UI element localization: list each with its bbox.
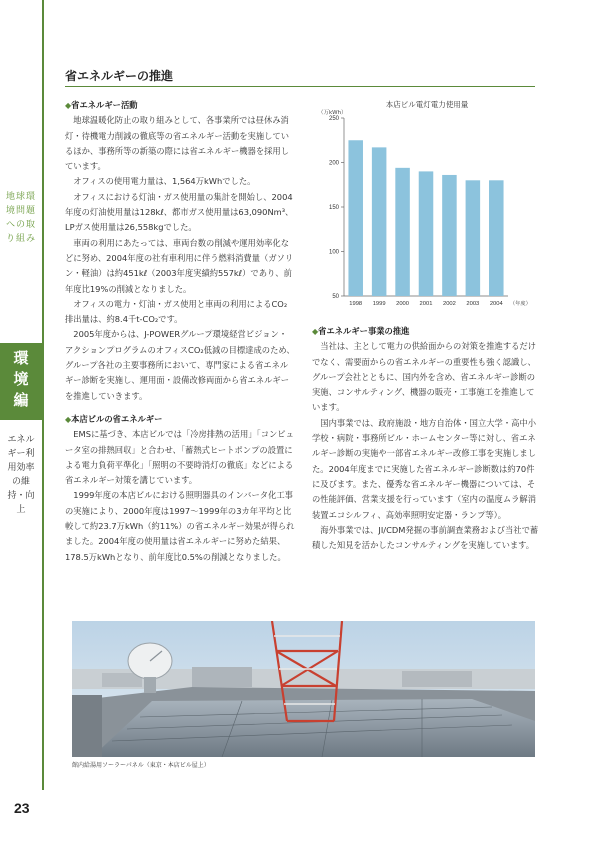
x-tick-label: 1999 [372, 301, 386, 307]
page-number: 23 [14, 800, 30, 816]
bar [442, 175, 457, 296]
title-rule [65, 86, 535, 87]
paragraph: 当社は、主として電力の供給面からの対策を推進するだけでなく、需要面からの省エネルギーの重要性も強く認識し、グループ会社とともに、国内外を含め、省エネルギー診断の実施、コンサルティング、機器の販売・工事施工を推進しています。 [312, 341, 537, 413]
sidebar-divider [42, 0, 44, 790]
paragraph: 国内事業では、政府施設・地方自治体・国立大学・高中小学校・病院・事務所ビル・ホームセンター等に対し、省エネルギー診断の実施や一部省エネルギー改修工事を実施しました。2004年度までに実施した省エネルギー診断数は約70件に及びます。また、優秀な省エネルギー機器については、その性能評価、営業支援を行っています（室内の温度ムラ解消装置エコシルフィ、高効率照明安定器・ランプ等）。 [312, 417, 537, 520]
sidebar-subsection: エネルギー利用効率の維持・向上 [7, 435, 35, 515]
y-tick-label: 150 [328, 205, 339, 211]
right-column [312, 324, 542, 553]
bar [466, 180, 481, 296]
section-heading [312, 324, 542, 339]
paragraph: 海外事業では、JI/CDM発掘の事前調査業務および当社で蓄積した知見を活かしたコンサルティングを実施しています。 [312, 524, 539, 551]
solar-panel-photo [72, 621, 535, 757]
x-tick-label: 2004 [489, 301, 503, 307]
y-tick-label: 50 [332, 294, 339, 300]
bar [395, 168, 410, 296]
x-tick-label: 2002 [442, 301, 456, 307]
bar [419, 171, 434, 296]
x-tick-label: 2000 [396, 301, 410, 307]
sidebar-topic: 地球環境問題への取り組み [6, 192, 37, 244]
y-tick-label: 250 [328, 116, 339, 122]
section-heading [65, 98, 295, 113]
diamond-bullet-icon: ◆ [312, 327, 319, 336]
x-tick-label: 2001 [419, 301, 433, 307]
section-heading [65, 412, 295, 427]
paragraph: 2005年度からは、J-POWERグループ環境経営ビジョン・アクションプログラムのオフィスCO₂低減の目標達成のため、グループ各社の主要事務所において、専門家による省エネルギー診断を実施し、運用面・設備改修両面から省エネルギーを推進していきます。 [65, 329, 295, 401]
paragraph: オフィスにおける灯油・ガス使用量の集計を開始し、2004年度の灯油使用量は128kℓ、都市ガス使用量は63,090Nm³、LPガス使用量は26,558kgでした。 [65, 191, 294, 233]
paragraph: オフィスの電力・灯油・ガス使用と車両の利用によるCO₂排出量は、約8.4千t-CO₂です。 [65, 298, 288, 325]
paragraph: 1999年度の本店ビルにおける照明器具のインバータ化工事の実施により、2000年度は1997〜1999年の3カ年平均と比較して約23.7万kWh（約11%）の省エネルギー効果が得られました。2004年度の使用量は省エネルギーに努めた結果、178.5万kWhとなり、前年度比0.5%の削減となりました。 [65, 490, 295, 562]
x-axis-suffix: （年度） [510, 301, 531, 307]
photo-caption: 館内給湯用ソーラーパネル（東京・本店ビル屋上） [72, 762, 210, 769]
section-heading-text: 本店ビルの省エネルギー [71, 413, 163, 424]
chart-canvas [312, 96, 542, 311]
paragraph: 車両の利用にあたっては、車両台数の削減や運用効率化などに努め、2004年度の社有車利用に伴う燃料消費量（ガソリン・軽油）は約451kℓ（2003年度実績約557kℓ）であり、前年度比19%の削減となりました。 [65, 237, 294, 294]
y-tick-label: 100 [328, 249, 339, 256]
left-column [65, 98, 295, 565]
paragraph: EMSに基づき、本店ビルでは「冷房排熱の活用」「コンピュータ室の排熱回収」と合わせ、「蓄熱式ヒートポンプの設置による電力負荷平準化」「照明の不要時消灯の徹底」などによる省エネルギー対策を講じています。 [65, 429, 294, 486]
diamond-bullet-icon: ◆ [65, 101, 72, 110]
x-tick-label: 1998 [349, 301, 363, 307]
y-tick-label: 200 [328, 160, 339, 167]
chart-title: 本店ビル電灯電力使用量 [385, 100, 469, 109]
paragraph: 地球温暖化防止の取り組みとして、各事業所では昼休み消灯・待機電力削減の徹底等の省エネルギー活動を実施しているほか、事務所等の新築の際には省エネルギー機器を採用しています。 [65, 115, 290, 172]
sidebar-section-tab[interactable]: 環境編 [0, 343, 42, 420]
page-title: 省エネルギーの推進 [65, 69, 174, 83]
x-tick-label: 2003 [466, 301, 480, 307]
bar-chart [312, 96, 542, 311]
bar [489, 180, 504, 296]
paragraph: オフィスの使用電力量は、1,564万kWhでした。 [73, 176, 256, 187]
section-heading-text: 省エネルギー事業の推進 [318, 326, 410, 336]
bar [348, 140, 363, 296]
chart-unit-label: （万kWh） [318, 110, 347, 116]
diamond-bullet-icon: ◆ [65, 414, 72, 424]
section-heading-text: 省エネルギー活動 [71, 100, 138, 110]
bar [372, 147, 387, 296]
